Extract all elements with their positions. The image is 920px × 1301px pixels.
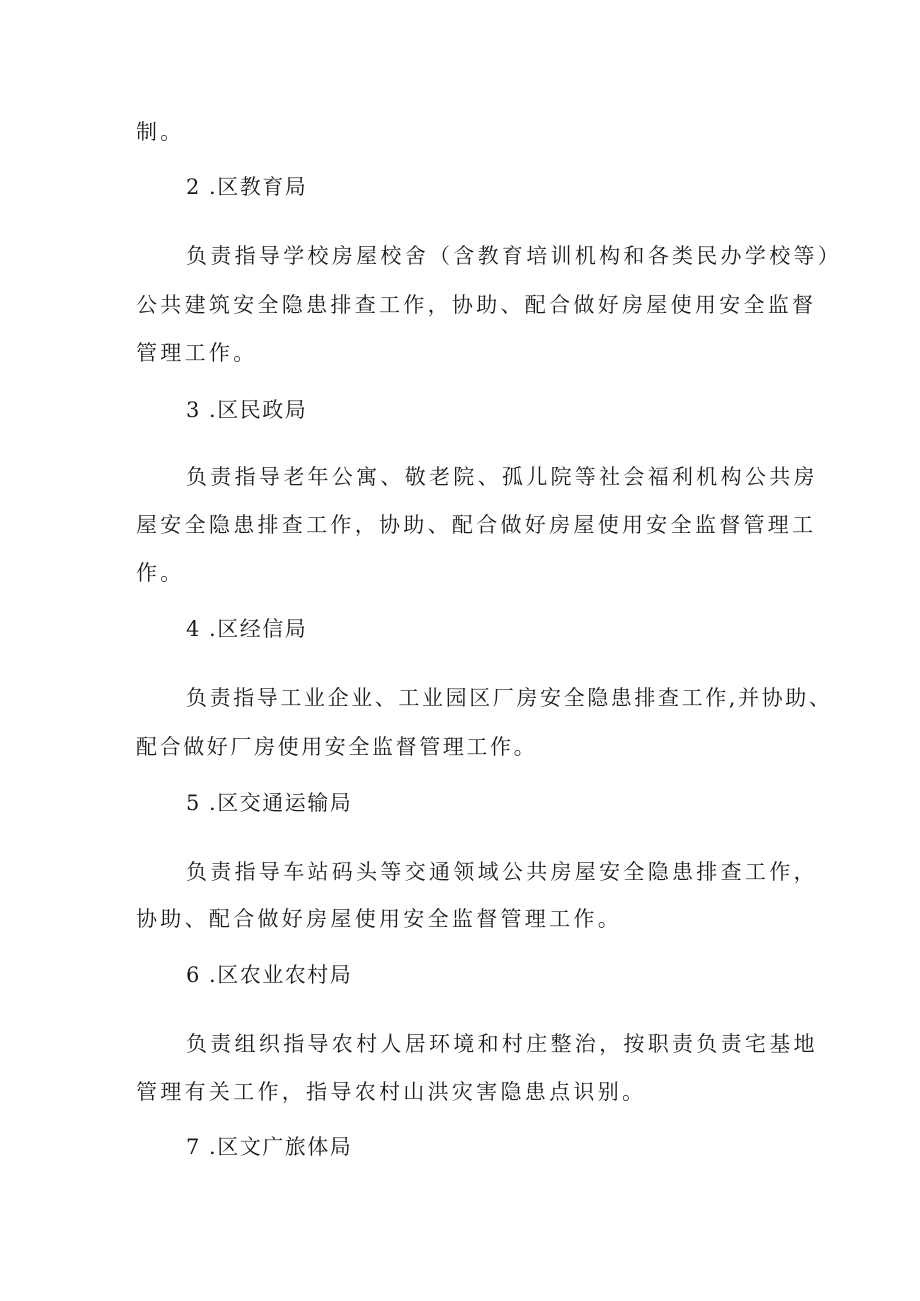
paragraph-line: 配合做好厂房使用安全监督管理工作。: [136, 735, 538, 759]
section-heading-agriculture: 6 .区农业农村局: [186, 963, 353, 987]
paragraph-line: 作。: [136, 561, 185, 585]
paragraph-line-first: 负责组织指导农村人居环境和村庄整治，按职责负责宅基地: [186, 1032, 818, 1056]
section-heading-culture-tourism: 7 .区文广旅体局: [186, 1135, 353, 1159]
section-heading-civil-affairs: 3 .区民政局: [186, 398, 308, 422]
paragraph-line: 公共建筑安全隐患排查工作，协助、配合做好房屋使用安全监督: [136, 293, 817, 317]
paragraph-line: 屋安全隐患排查工作，协助、配合做好房屋使用安全监督管理工: [136, 513, 817, 537]
section-heading-transport: 5 .区交通运输局: [186, 791, 353, 815]
section-heading-education: 2 .区教育局: [186, 175, 308, 199]
paragraph-line-first: 负责指导车站码头等交通领域公共房屋安全隐患排查工作，: [186, 860, 818, 884]
section-heading-economy-information: 4 .区经信局: [186, 617, 308, 641]
paragraph-line-first: 负责指导学校房屋校舍（含教育培训机构和各类民办学校等）: [186, 244, 843, 268]
paragraph-line-first: 负责指导老年公寓、敬老院、孤儿院等社会福利机构公共房: [186, 465, 818, 489]
paragraph-line: 协助、配合做好房屋使用安全监督管理工作。: [136, 907, 622, 931]
paragraph-line-continuation: 制。: [136, 120, 185, 144]
paragraph-line-first: 负责指导工业企业、工业园区厂房安全隐患排查工作,并协助、: [186, 686, 833, 710]
paragraph-line: 管理有关工作，指导农村山洪灾害隐患点识别。: [136, 1080, 647, 1104]
paragraph-line: 管理工作。: [136, 341, 258, 365]
